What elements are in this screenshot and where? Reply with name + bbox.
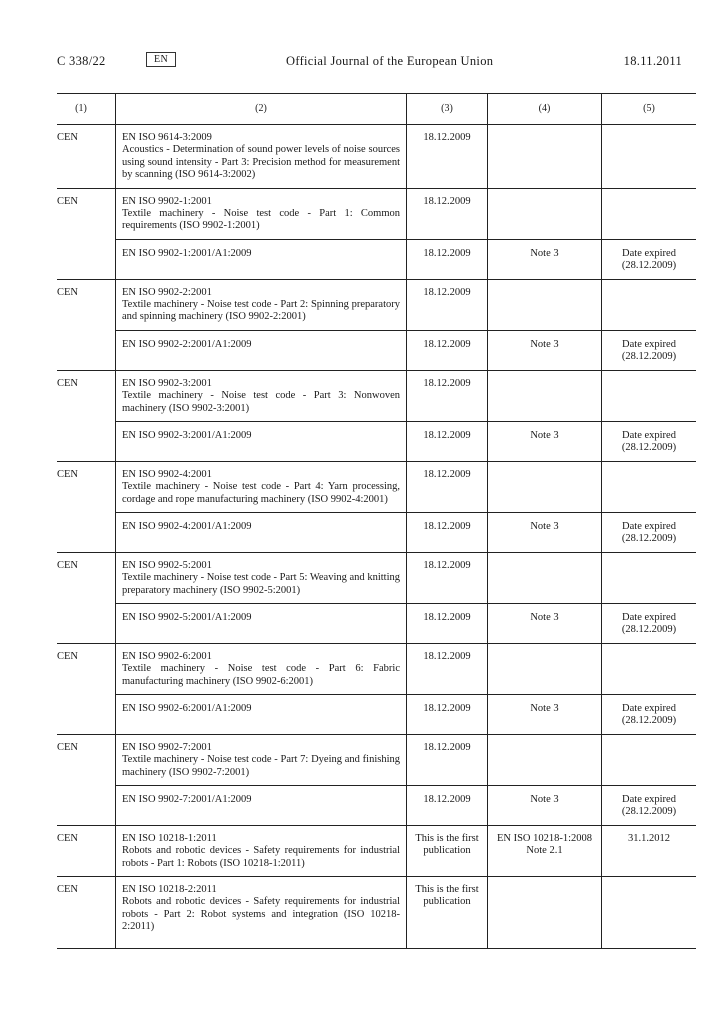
first-publication-cell: 18.12.2009 bbox=[407, 512, 488, 552]
standard-cell bbox=[116, 461, 407, 512]
cessation-date-cell: Date expired (28.12.2009) bbox=[602, 421, 697, 461]
standard-cell bbox=[116, 695, 407, 735]
superseded-standard-cell bbox=[488, 370, 602, 421]
cessation-date-cell bbox=[602, 188, 697, 239]
column-header-3: (3) bbox=[407, 94, 488, 125]
standard-cell bbox=[116, 279, 407, 330]
first-publication-cell: 18.12.2009 bbox=[407, 370, 488, 421]
organisation-cell bbox=[57, 330, 116, 370]
amendment-row bbox=[57, 603, 696, 643]
cessation-date-cell bbox=[602, 734, 697, 785]
standard-title: Textile machinery - Noise test code - Part 4: Yarn processing, cordage and rope manufacturing machinery (ISO 9902-4:2001) bbox=[122, 481, 400, 505]
superseded-standard-cell bbox=[488, 734, 602, 785]
first-publication-cell: 18.12.2009 bbox=[407, 330, 488, 370]
standard-row bbox=[57, 825, 696, 876]
cessation-date-cell: 31.1.2012 bbox=[602, 825, 697, 876]
organisation-cell: CEN bbox=[57, 877, 116, 949]
first-publication-cell: This is the first publication bbox=[407, 825, 488, 876]
standard-reference: EN ISO 9902-1:2001 bbox=[122, 195, 212, 207]
standard-cell bbox=[116, 825, 407, 876]
cessation-date-cell bbox=[602, 125, 697, 189]
standard-title: Robots and robotic devices - Safety requirements for industrial robots - Part 2: Robot systems and integration (ISO 10218-2:2011) bbox=[122, 896, 400, 933]
standard-cell bbox=[116, 125, 407, 189]
journal-title: Official Journal of the European Union bbox=[286, 54, 494, 68]
standard-cell bbox=[116, 370, 407, 421]
language-badge: EN bbox=[146, 52, 176, 67]
superseded-standard-cell bbox=[488, 125, 602, 189]
first-publication-cell: 18.12.2009 bbox=[407, 643, 488, 694]
standard-row bbox=[57, 734, 696, 785]
organisation-cell: CEN bbox=[57, 125, 116, 189]
standard-title: Acoustics - Determination of sound power levels of noise sources using sound intensity - Part 3: Precision method for measurement by scanning (ISO 9614-3:2002) bbox=[122, 144, 400, 181]
superseded-standard-cell: Note 3 bbox=[488, 239, 602, 279]
first-publication-cell: 18.12.2009 bbox=[407, 421, 488, 461]
standard-title: Robots and robotic devices - Safety requirements for industrial robots - Part 1: Robots (ISO 10218-1:2011) bbox=[122, 845, 400, 869]
superseded-standard-cell: Note 3 bbox=[488, 603, 602, 643]
standard-cell bbox=[116, 512, 407, 552]
organisation-cell: CEN bbox=[57, 552, 116, 603]
page-header bbox=[57, 52, 682, 72]
cessation-date-cell bbox=[602, 461, 697, 512]
cessation-date-cell bbox=[602, 279, 697, 330]
superseded-standard-cell: Note 3 bbox=[488, 695, 602, 735]
amendment-row bbox=[57, 512, 696, 552]
first-publication-cell: 18.12.2009 bbox=[407, 552, 488, 603]
amendment-row bbox=[57, 421, 696, 461]
standard-cell bbox=[116, 330, 407, 370]
superseded-standard-cell bbox=[488, 643, 602, 694]
organisation-cell bbox=[57, 786, 116, 826]
standard-reference: EN ISO 9902-2:2001/A1:2009 bbox=[122, 338, 252, 350]
cessation-date-cell bbox=[602, 643, 697, 694]
first-publication-cell: 18.12.2009 bbox=[407, 695, 488, 735]
amendment-row bbox=[57, 330, 696, 370]
standard-row bbox=[57, 279, 696, 330]
amendment-row bbox=[57, 239, 696, 279]
page-reference: C 338/22 bbox=[57, 54, 106, 68]
standard-cell bbox=[116, 239, 407, 279]
organisation-cell bbox=[57, 603, 116, 643]
first-publication-cell: 18.12.2009 bbox=[407, 603, 488, 643]
superseded-standard-cell bbox=[488, 188, 602, 239]
standard-title: Textile machinery - Noise test code - Part 5: Weaving and knitting preparatory machinery (ISO 9902-5:2001) bbox=[122, 572, 400, 596]
superseded-standard-cell: Note 3 bbox=[488, 786, 602, 826]
column-header-5: (5) bbox=[602, 94, 697, 125]
first-publication-cell: This is the first publication bbox=[407, 877, 488, 949]
first-publication-cell: 18.12.2009 bbox=[407, 734, 488, 785]
organisation-cell: CEN bbox=[57, 643, 116, 694]
organisation-cell bbox=[57, 512, 116, 552]
amendment-row bbox=[57, 695, 696, 735]
superseded-standard-cell: EN ISO 10218-1:2008 Note 2.1 bbox=[488, 825, 602, 876]
standard-cell bbox=[116, 786, 407, 826]
first-publication-cell: 18.12.2009 bbox=[407, 125, 488, 189]
standards-table bbox=[57, 93, 696, 949]
organisation-cell: CEN bbox=[57, 370, 116, 421]
column-header-4: (4) bbox=[488, 94, 602, 125]
standard-title: Textile machinery - Noise test code - Part 1: Common requirements (ISO 9902-1:2001) bbox=[122, 208, 400, 232]
organisation-cell: CEN bbox=[57, 461, 116, 512]
standard-title: Textile machinery - Noise test code - Part 3: Nonwoven machinery (ISO 9902-3:2001) bbox=[122, 390, 400, 414]
standard-reference: EN ISO 9902-5:2001/A1:2009 bbox=[122, 611, 252, 623]
standard-reference: EN ISO 9902-3:2001 bbox=[122, 377, 212, 389]
standard-cell bbox=[116, 877, 407, 949]
organisation-cell: CEN bbox=[57, 825, 116, 876]
first-publication-cell: 18.12.2009 bbox=[407, 786, 488, 826]
standard-reference: EN ISO 9902-6:2001 bbox=[122, 650, 212, 662]
standard-cell bbox=[116, 643, 407, 694]
organisation-cell bbox=[57, 695, 116, 735]
standard-reference: EN ISO 10218-1:2011 bbox=[122, 832, 217, 844]
superseded-standard-cell bbox=[488, 461, 602, 512]
first-publication-cell: 18.12.2009 bbox=[407, 461, 488, 512]
standard-cell bbox=[116, 188, 407, 239]
standard-reference: EN ISO 9902-4:2001 bbox=[122, 468, 212, 480]
standard-cell bbox=[116, 734, 407, 785]
standard-reference: EN ISO 9614-3:2009 bbox=[122, 132, 212, 143]
amendment-row bbox=[57, 786, 696, 826]
cessation-date-cell bbox=[602, 552, 697, 603]
standard-title: Textile machinery - Noise test code - Part 7: Dyeing and finishing machinery (ISO 9902-7:2001) bbox=[122, 754, 400, 778]
organisation-cell: CEN bbox=[57, 188, 116, 239]
standard-row bbox=[57, 461, 696, 512]
standard-row bbox=[57, 552, 696, 603]
superseded-standard-cell bbox=[488, 552, 602, 603]
standard-reference: EN ISO 10218-2:2011 bbox=[122, 884, 217, 896]
standard-row bbox=[57, 643, 696, 694]
column-header-1: (1) bbox=[57, 94, 116, 125]
standard-reference: EN ISO 9902-5:2001 bbox=[122, 559, 212, 571]
cessation-date-cell bbox=[602, 370, 697, 421]
first-publication-cell: 18.12.2009 bbox=[407, 239, 488, 279]
superseded-standard-cell bbox=[488, 279, 602, 330]
cessation-date-cell bbox=[602, 877, 697, 949]
standard-cell bbox=[116, 603, 407, 643]
standard-title: Textile machinery - Noise test code - Part 6: Fabric manufacturing machinery (ISO 9902-6:2001) bbox=[122, 663, 400, 687]
cessation-date-cell: Date expired (28.12.2009) bbox=[602, 695, 697, 735]
first-publication-cell: 18.12.2009 bbox=[407, 279, 488, 330]
standard-reference: EN ISO 9902-2:2001 bbox=[122, 286, 212, 298]
first-publication-cell: 18.12.2009 bbox=[407, 188, 488, 239]
standard-reference: EN ISO 9902-7:2001 bbox=[122, 741, 212, 753]
standard-reference: EN ISO 9902-1:2001/A1:2009 bbox=[122, 247, 252, 259]
standard-reference: EN ISO 9902-4:2001/A1:2009 bbox=[122, 520, 252, 532]
standard-row bbox=[57, 877, 696, 949]
cessation-date-cell: Date expired (28.12.2009) bbox=[602, 512, 697, 552]
superseded-standard-cell: Note 3 bbox=[488, 421, 602, 461]
cessation-date-cell: Date expired (28.12.2009) bbox=[602, 603, 697, 643]
cessation-date-cell: Date expired (28.12.2009) bbox=[602, 786, 697, 826]
standard-cell bbox=[116, 421, 407, 461]
cessation-date-cell: Date expired (28.12.2009) bbox=[602, 239, 697, 279]
standard-title: Textile machinery - Noise test code - Part 2: Spinning preparatory and spinning machinery (ISO 9902-2:2001) bbox=[122, 299, 400, 323]
organisation-cell bbox=[57, 239, 116, 279]
superseded-standard-cell: Note 3 bbox=[488, 330, 602, 370]
standard-row bbox=[57, 370, 696, 421]
standard-reference: EN ISO 9902-6:2001/A1:2009 bbox=[122, 703, 252, 714]
cessation-date-cell: Date expired (28.12.2009) bbox=[602, 330, 697, 370]
organisation-cell bbox=[57, 421, 116, 461]
column-header-row bbox=[57, 94, 696, 125]
standard-reference: EN ISO 9902-7:2001/A1:2009 bbox=[122, 794, 252, 806]
publication-date: 18.11.2011 bbox=[623, 54, 682, 68]
superseded-standard-cell bbox=[488, 877, 602, 949]
superseded-standard-cell: Note 3 bbox=[488, 512, 602, 552]
organisation-cell: CEN bbox=[57, 279, 116, 330]
standard-reference: EN ISO 9902-3:2001/A1:2009 bbox=[122, 429, 252, 441]
standard-cell bbox=[116, 552, 407, 603]
standard-row bbox=[57, 188, 696, 239]
standard-row bbox=[57, 125, 696, 189]
column-header-2: (2) bbox=[116, 94, 407, 125]
table-body bbox=[57, 125, 696, 949]
organisation-cell: CEN bbox=[57, 734, 116, 785]
